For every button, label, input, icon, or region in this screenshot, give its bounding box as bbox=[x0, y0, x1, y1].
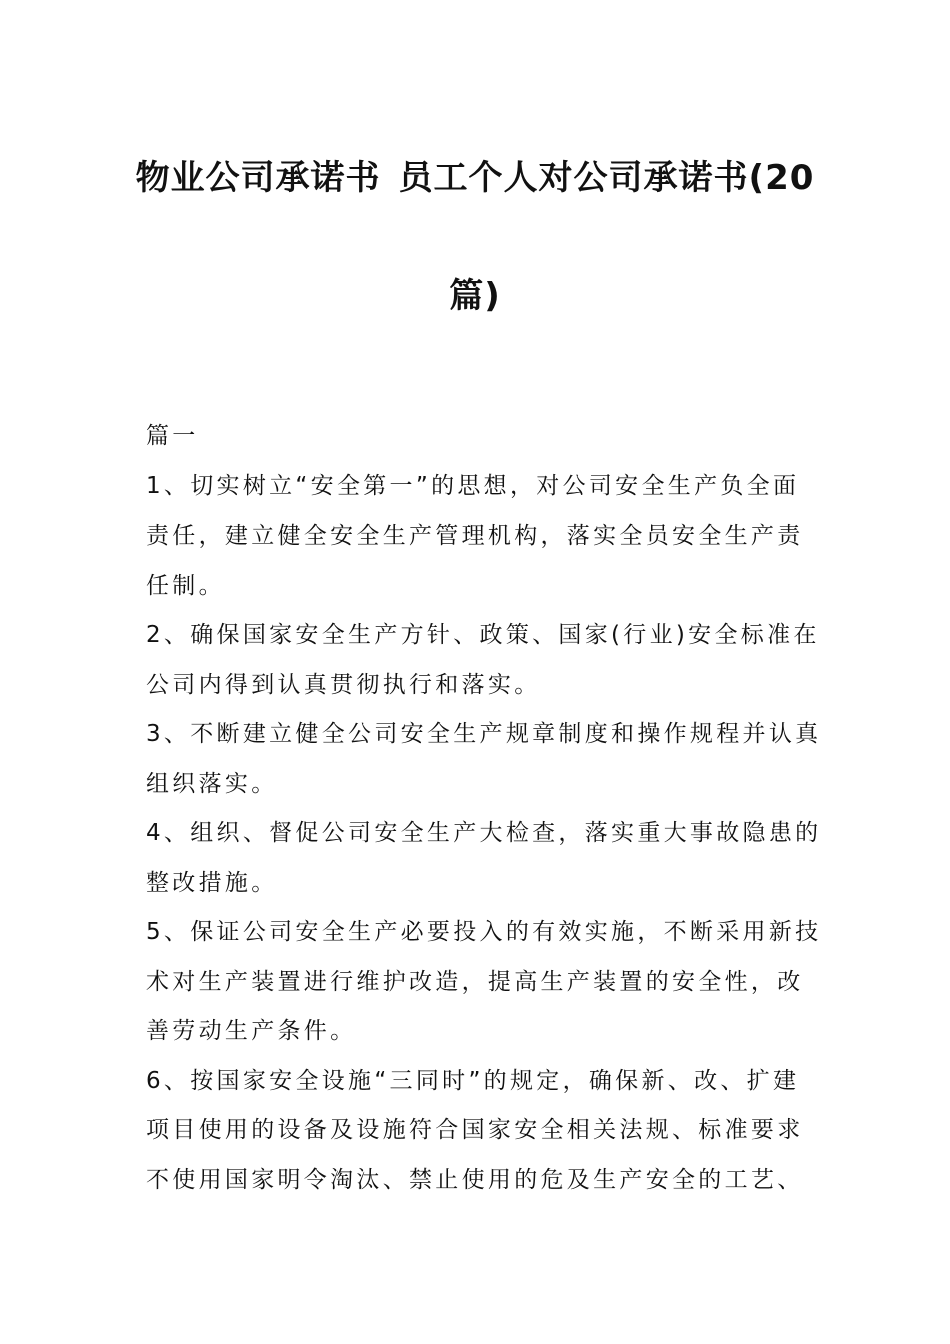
title-part-3: 篇) bbox=[449, 276, 501, 316]
text-line: 责任，建立健全安全生产管理机构，落实全员安全生产责 bbox=[146, 523, 804, 549]
text-line: 5、保证公司安全生产必要投入的有效实施，不断采用新技 bbox=[146, 919, 822, 945]
text-line: 术对生产装置进行维护改造，提高生产装置的安全性，改 bbox=[146, 969, 804, 995]
text-line: 2、确保国家安全生产方针、政策、国家(行业)安全标准在 bbox=[146, 622, 820, 648]
text-line: 公司内得到认真贯彻执行和落实。 bbox=[146, 672, 541, 698]
text-line: 组织落实。 bbox=[146, 771, 278, 797]
title-part-2: 员工个人对公司承诺书(20 bbox=[398, 158, 815, 198]
text-line: 不使用国家明令淘汰、禁止使用的危及生产安全的工艺、 bbox=[146, 1167, 804, 1193]
document-title-continued bbox=[0, 276, 950, 316]
text-line: 整改措施。 bbox=[146, 870, 278, 896]
text-line: 任制。 bbox=[146, 573, 225, 599]
text-line: 6、按国家安全设施“三同时”的规定，确保新、改、扩建 bbox=[146, 1068, 800, 1094]
title-part-1: 物业公司承诺书 bbox=[135, 158, 381, 198]
document-title bbox=[0, 158, 950, 198]
text-line: 4、组织、督促公司安全生产大检查，落实重大事故隐患的 bbox=[146, 820, 822, 846]
text-line: 善劳动生产条件。 bbox=[146, 1018, 357, 1044]
section-heading: 篇一 bbox=[146, 423, 199, 449]
text-line: 3、不断建立健全公司安全生产规章制度和操作规程并认真 bbox=[146, 721, 822, 747]
text-line: 项目使用的设备及设施符合国家安全相关法规、标准要求 bbox=[146, 1117, 804, 1143]
text-line: 1、切实树立“安全第一”的思想，对公司安全生产负全面 bbox=[146, 473, 800, 499]
